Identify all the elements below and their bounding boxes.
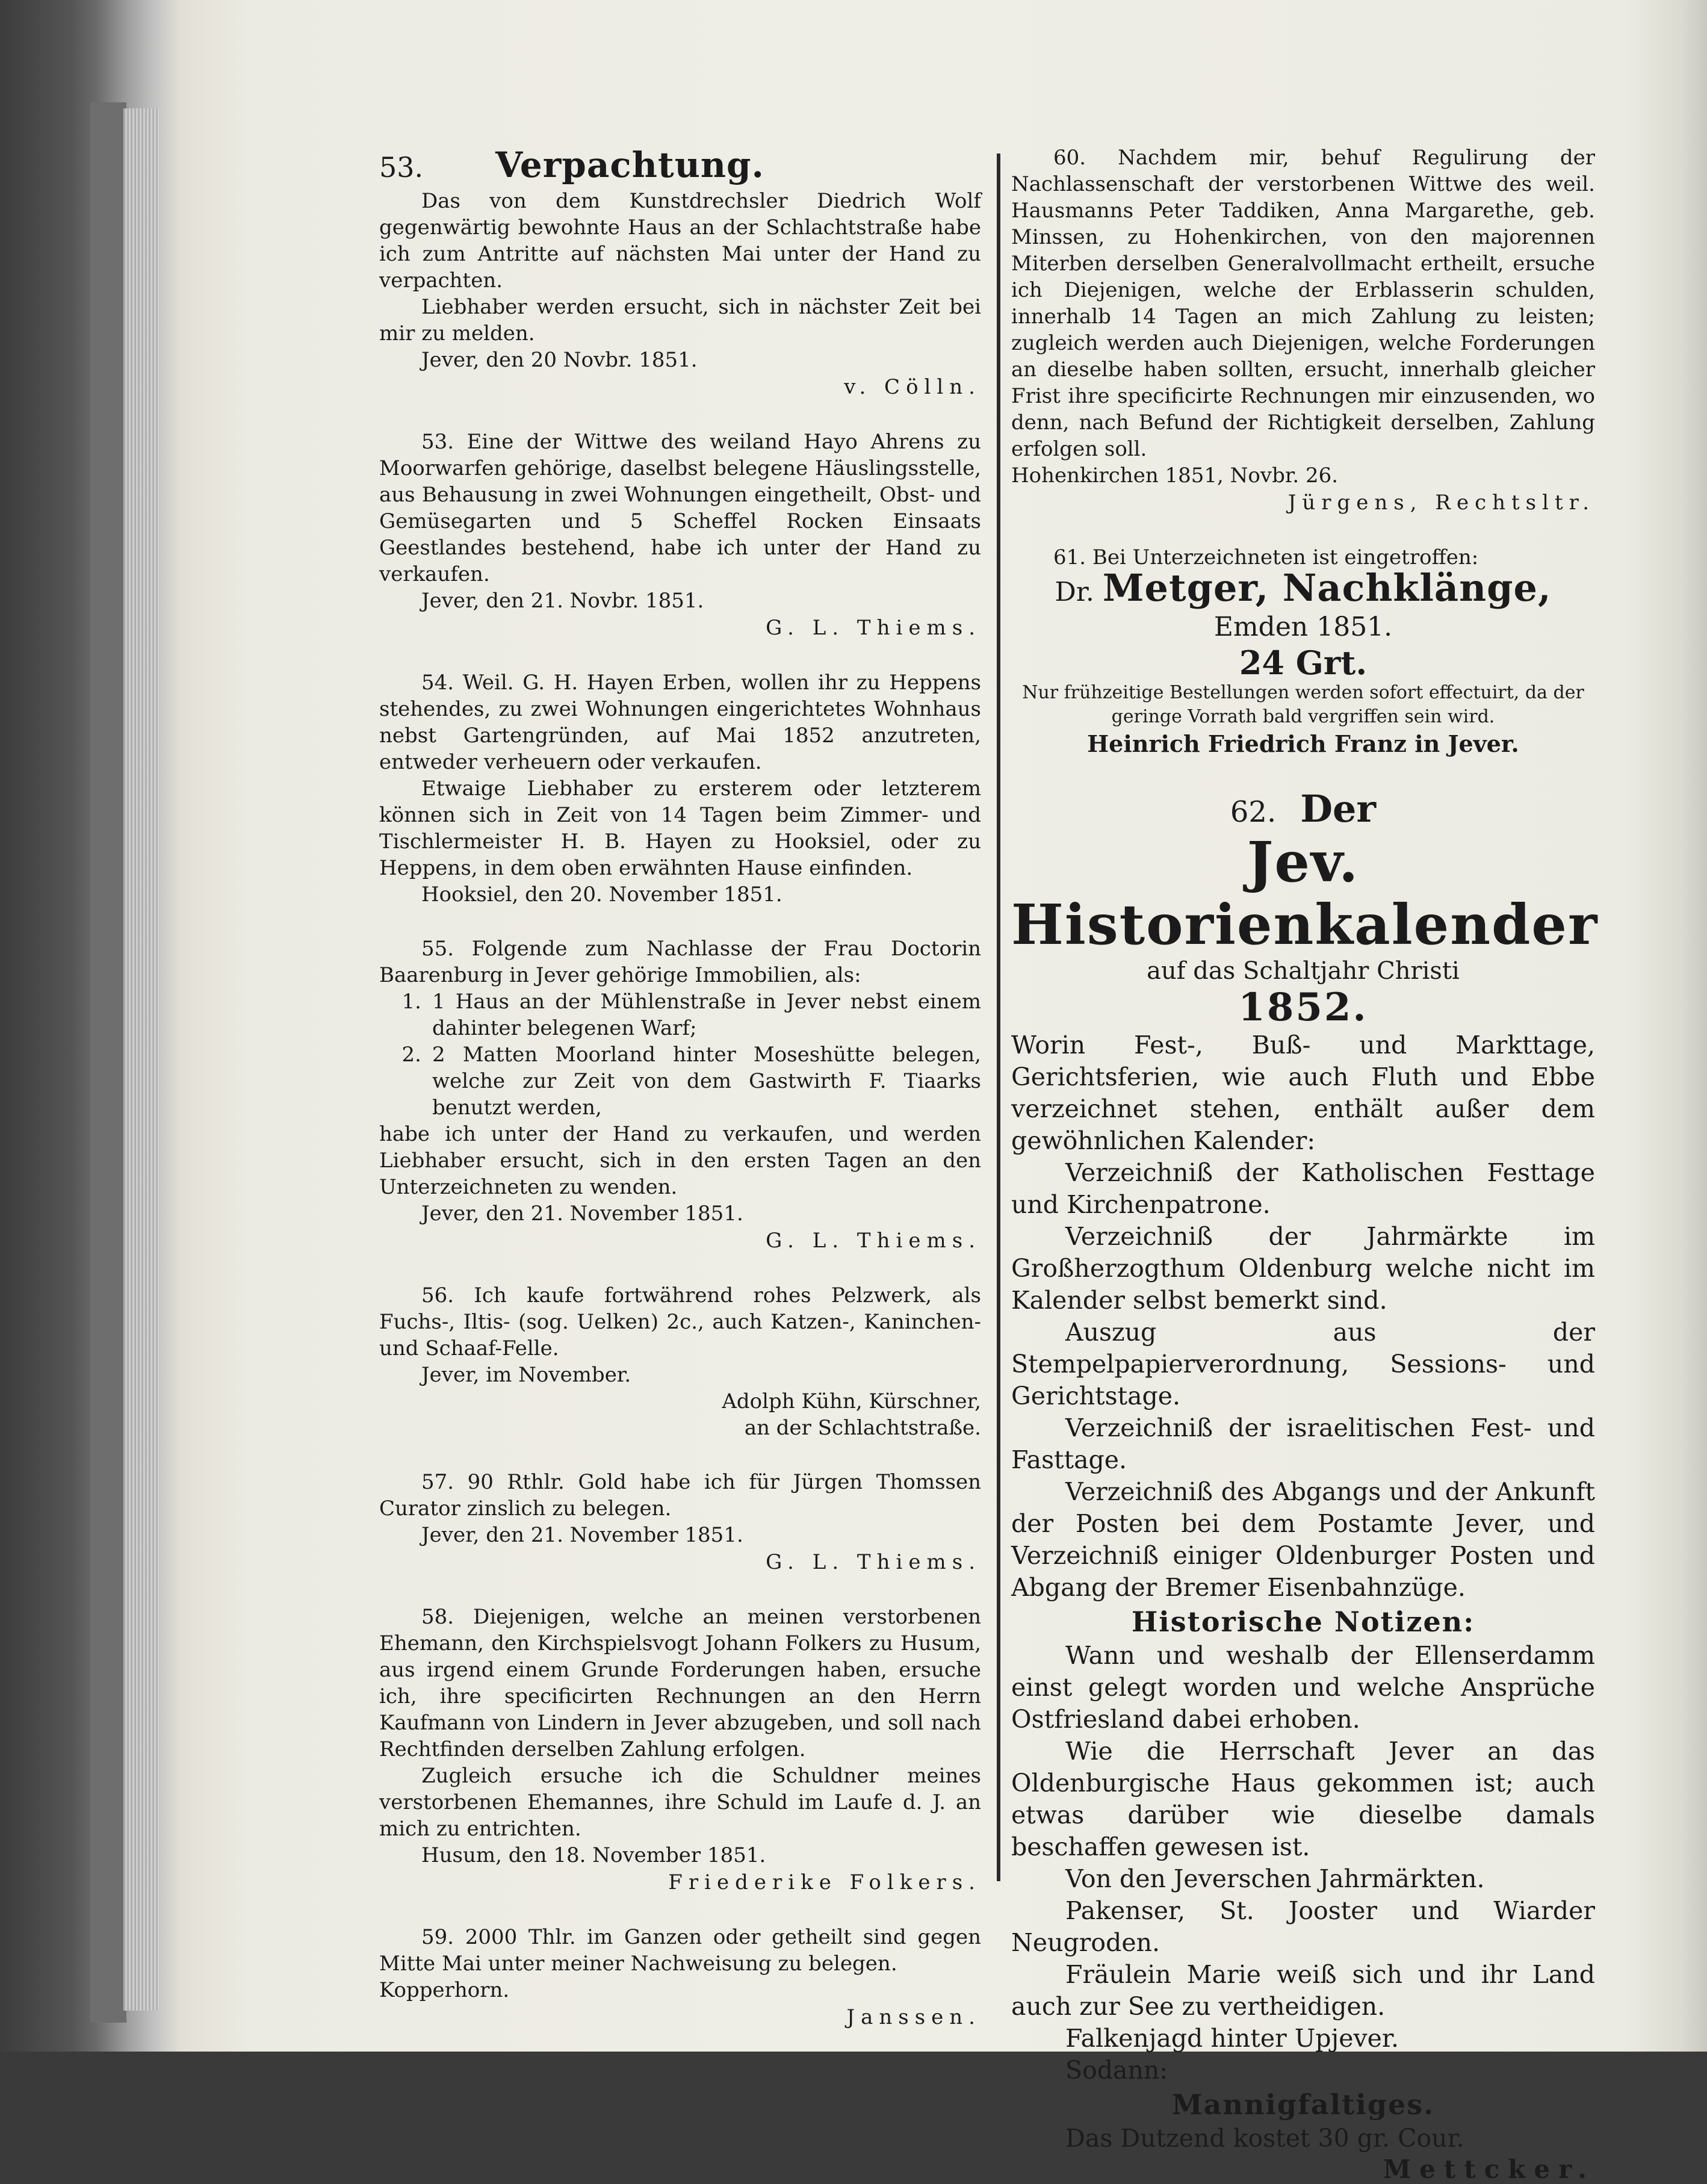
notice-62-kalender bbox=[1011, 787, 1599, 2184]
kalender-note: Sodann: bbox=[1065, 2056, 1168, 2085]
notice-signature: Jürgens, Rechtsltr. bbox=[1287, 491, 1595, 515]
notice-heading: Verpachtung. bbox=[495, 144, 764, 185]
kalender-price: Das Dutzend kostet 30 gr. Cour. bbox=[1065, 2124, 1464, 2153]
list-text: 1 Haus an der Mühlenstraße in Jever nebst einem dahinter belegenen Warf; bbox=[432, 990, 981, 1040]
kalender-text: Auszug aus der Stempelpapierverordnung, Sessions- und Gerichtstage. bbox=[1011, 1318, 1595, 1410]
notice-number: 53. bbox=[379, 151, 424, 184]
notice-text: Nur frühzeitige Bestellungen werden sofort effectuirt, da der geringe Vorrath bald vergriffen sein wird. bbox=[1022, 682, 1584, 727]
kalender-year: 1852. bbox=[1238, 985, 1368, 1030]
notice-signature: v. Cölln. bbox=[844, 375, 981, 399]
book-spine-shadow bbox=[90, 102, 126, 2023]
notice-text: 55. Folgende zum Nachlasse der Frau Doctorin Baarenburg in Jever gehörige Immobilien, als: bbox=[379, 937, 981, 987]
notice-text: Etwaige Liebhaber zu ersterem oder letzterem können sich in Zeit von 14 Tagen beim Zimmer- und Tischlermeister H. B. Hayen zu Hooksiel, oder zu Heppens, in dem oben erwähnten Hause einfinden. bbox=[379, 777, 981, 880]
notice-text: habe ich unter der Hand zu verkaufen, und werden Liebhaber ersucht, sich in den ersten Tagen an den Unterzeichneten zu wenden. bbox=[379, 1122, 981, 1199]
notice-61 bbox=[1011, 544, 1595, 759]
kalender-note: Falkenjagd hinter Upjever. bbox=[1065, 2024, 1399, 2053]
notice-place-date: Hooksiel, den 20. November 1851. bbox=[421, 883, 782, 907]
notice-signature: Mettcker. bbox=[1383, 2155, 1595, 2184]
kalender-section-heading: Mannigfaltiges. bbox=[1171, 2088, 1435, 2121]
notice-59 bbox=[379, 1924, 981, 2031]
notice-53-verpachtung bbox=[379, 144, 981, 401]
notice-60 bbox=[1011, 144, 1595, 517]
kalender-note: Von den Jeverschen Jahrmärkten. bbox=[1065, 1864, 1485, 1893]
kalender-note: Fräulein Marie weiß sich und ihr Land auch zur See zu vertheidigen. bbox=[1011, 1960, 1595, 2021]
notice-place-date: Jever, im November. bbox=[421, 1363, 631, 1387]
kalender-text: Verzeichniß des Abgangs und der Ankunft der Posten bei dem Postamte Jever, und Verzeichniß einiger Oldenburger Posten und Abgang der Bremer Eisenbahnzüge. bbox=[1011, 1477, 1595, 1602]
list-item bbox=[379, 1041, 981, 1121]
notice-text: Zugleich ersuche ich die Schuldner meines verstorbenen Ehemannes, ihre Schuld im Laufe d. J. an mich zu entrichten. bbox=[379, 1764, 981, 1841]
notice-place-date: Jever, den 21. November 1851. bbox=[421, 1202, 743, 1226]
left-column bbox=[379, 144, 981, 2059]
notice-place-date: Hohenkirchen 1851, Novbr. 26. bbox=[1011, 464, 1339, 488]
book-price: 24 Grt. bbox=[1239, 644, 1368, 682]
notice-text: Das von dem Kunstdrechsler Diedrich Wolf gegenwärtig bewohnte Haus an der Schlachtstraße habe ich zum Antritte auf nächsten Mai unter der Hand zu verpachten. bbox=[379, 189, 981, 293]
list-number: 1. bbox=[401, 990, 421, 1014]
notice-56 bbox=[379, 1282, 981, 1441]
notice-place-date: Jever, den 20 Novbr. 1851. bbox=[421, 348, 698, 372]
list-text: 2 Matten Moorland hinter Moseshütte belegen, welche zur Zeit von dem Gastwirth F. Tiaarks benutzt werden, bbox=[432, 1043, 981, 1120]
book-prefix: Dr. bbox=[1055, 577, 1094, 607]
list-number: 2. bbox=[401, 1043, 421, 1067]
kalender-article: Der bbox=[1300, 787, 1377, 831]
book-place-year: Emden 1851. bbox=[1213, 612, 1393, 642]
book-title-line bbox=[1011, 566, 1595, 645]
notice-55 bbox=[379, 935, 981, 1255]
notice-57 bbox=[379, 1469, 981, 1576]
kalender-title: Jev. Historienkalender bbox=[1011, 830, 1599, 957]
notice-58 bbox=[379, 1604, 981, 1896]
notice-signature: G. L. Thiems. bbox=[766, 616, 981, 640]
notice-signature-address: an der Schlachtstraße. bbox=[744, 1416, 981, 1440]
notice-place-date: Jever, den 21. Novbr. 1851. bbox=[421, 589, 704, 613]
kalender-text: Verzeichniß der Jahrmärkte im Großherzogthum Oldenburg welche nicht im Kalender selbst bemerkt sind. bbox=[1011, 1222, 1595, 1315]
notice-place-date: Jever, den 21. November 1851. bbox=[421, 1523, 743, 1547]
kalender-heading-row bbox=[1011, 787, 1595, 831]
notice-signature: G. L. Thiems. bbox=[766, 1229, 981, 1253]
notice-place: Kopperhorn. bbox=[379, 1978, 510, 2002]
notice-place-date: Husum, den 18. November 1851. bbox=[421, 1843, 766, 1867]
notice-signature: G. L. Thiems. bbox=[766, 1550, 981, 1574]
right-column bbox=[1011, 144, 1599, 2184]
book-title: Metger, Nachklänge, bbox=[1102, 566, 1552, 610]
list-item bbox=[379, 988, 981, 1041]
notice-text: 60. Nachdem mir, behuf Regulirung der Nachlassenschaft der verstorbenen Wittwe des weil. Hausmanns Peter Taddiken, Anna Margarethe, geb. Minssen, zu Hohenkirchen, von den majorennen Miterben derselben Generalvollmacht ertheilt, ersuche ich Diejenigen, welche der Erblasserin schulden, innerhalb 14 Tagen an mich Zahlung zu leisten; zugleich werden auch Diejenigen, welche Forderungen an dieselbe haben sollten, ersucht, innerhalb gleicher Frist ihre specificirte Rechnungen mir einzusenden, wo denn, nach Befund der Richtigkeit derselben, Zahlung erfolgen soll. bbox=[1011, 146, 1595, 461]
notice-text: 53. Eine der Wittwe des weiland Hayo Ahrens zu Moorwarfen gehörige, daselbst belegene Häuslingsstelle, aus Behausung in zwei Wohnungen eingetheilt, Obst- und Gemüsegarten und 5 Scheffel Rocken Einsaats Geestlandes bestehend, habe ich unter der Hand zu verkaufen. bbox=[379, 430, 981, 586]
column-divider bbox=[997, 154, 1000, 1881]
notice-text: 54. Weil. G. H. Hayen Erben, wollen ihr zu Heppens stehendes, zu zwei Wohnungen eingerichtetes Wohnhaus nebst Gartengründen, auf Mai 1852 anzutreten, entweder verheuern oder verkaufen. bbox=[379, 671, 981, 774]
notice-text: 57. 90 Rthlr. Gold habe ich für Jürgen Thomssen Curator zinslich zu belegen. bbox=[379, 1470, 981, 1521]
kalender-text: Worin Fest-, Buß- und Markttage, Gerichtsferien, wie auch Fluth und Ebbe verzeichnet stehen, enthält außer dem gewöhnlichen Kalender: bbox=[1011, 1031, 1595, 1155]
notice-signature: Heinrich Friedrich Franz in Jever. bbox=[1087, 730, 1519, 757]
notice-signature: Friederike Folkers. bbox=[668, 1870, 981, 1894]
notice-text: Liebhaber werden ersucht, sich in nächster Zeit bei mir zu melden. bbox=[379, 295, 981, 346]
kalender-text: Verzeichniß der israelitischen Fest- und Fasttage. bbox=[1011, 1413, 1595, 1474]
notice-text: 61. Bei Unterzeichneten ist eingetroffen: bbox=[1053, 545, 1479, 569]
notice-signature: Adolph Kühn, Kürschner, bbox=[722, 1389, 981, 1413]
kalender-text: Verzeichniß der Katholischen Festtage und Kirchenpatrone. bbox=[1011, 1158, 1595, 1219]
notice-number: 62. bbox=[1230, 795, 1277, 829]
kalender-note: Wann und weshalb der Ellenserdamm einst gelegt worden und welche Ansprüche Ostfriesland dabei erhoben. bbox=[1011, 1641, 1595, 1734]
kalender-subtitle: auf das Schaltjahr Christi bbox=[1147, 957, 1460, 985]
notice-text: 58. Diejenigen, welche an meinen verstorbenen Ehemann, den Kirchspielsvogt Johann Folkers zu Husum, aus irgend einem Grunde Forderungen haben, ersuche ich, ihre specificirten Rechnungen an den Herrn Kaufmann von Lindern in Jever abzugeben, und soll nach Rechtfinden derselben Zahlung erfolgen. bbox=[379, 1605, 981, 1761]
notice-53-haeuslingsstelle bbox=[379, 429, 981, 642]
notice-text: 59. 2000 Thlr. im Ganzen oder getheilt sind gegen Mitte Mai unter meiner Nachweisung zu belegen. bbox=[379, 1925, 981, 1976]
notice-signature: Janssen. bbox=[846, 2005, 981, 2029]
kalender-note: Pakenser, St. Jooster und Wiarder Neugroden. bbox=[1011, 1896, 1595, 1957]
kalender-section-heading: Historische Notizen: bbox=[1131, 1605, 1475, 1638]
notice-54 bbox=[379, 669, 981, 908]
page-edges bbox=[123, 108, 160, 2011]
kalender-note: Wie die Herrschaft Jever an das Oldenburgische Haus gekommen ist; auch etwas darüber wie dieselbe damals beschaffen gewesen ist. bbox=[1011, 1737, 1595, 1861]
notice-heading-row bbox=[379, 144, 981, 185]
notice-text: 56. Ich kaufe fortwährend rohes Pelzwerk, als Fuchs-, Iltis- (sog. Uelken) 2c., auch Katzen-, Kaninchen- und Schaaf-Felle. bbox=[379, 1283, 981, 1360]
